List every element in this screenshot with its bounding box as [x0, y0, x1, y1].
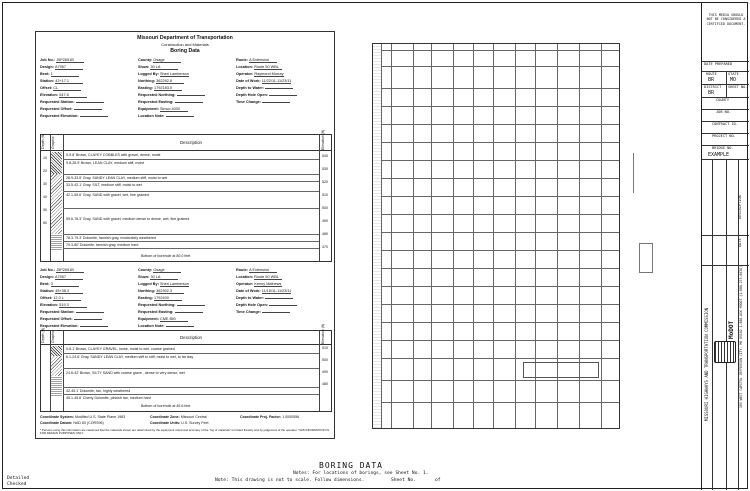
- b1-layer: 28.9-33.5' Gray, SANDY LEAN CLAY, medium stiff, moist to wet: [66, 176, 168, 180]
- b2-layer: 0-6.1' Brown, CLAYEY GRAVEL, loose, moist to wet, coarse grained: [66, 347, 175, 351]
- b2-bent: 3: [51, 282, 79, 287]
- sheet-note-2: Note: This drawing is not to scale. Follow dimensions.: [215, 478, 365, 483]
- boring1-fields: Job No.: J5P2651B Design: A7957 Bent: 1 Station: 42+17.1 Offset: CL Elevation: 547.6 Requested Station: Requested Offset: Requested Elevation: County: Osage Show: 30 LA Logged By: Sheri Lamberson Northing: 362292.8 Easting: 1792183.5 Requested Northing: Requested Easting: Equipment: Simco 4000 Location Note: Route: A Extension Location: Route 50 WBL Operator: Raymond Murray Date of Work: 11/22/11-11/23/11 Depth to Water: Depth Hole Open: Time Change:: [40, 58, 332, 138]
- b2-job: J5P2651B: [56, 268, 84, 273]
- drawing-sheet: [2, 2, 748, 489]
- commission-name: MISSOURI HIGHWAYS AND TRANSPORTATION COMMISSION: [704, 307, 709, 421]
- b2-design: A7957: [55, 275, 83, 280]
- b2-layer: 42-45.1' Dolomite, tan, highly weathered: [66, 389, 131, 393]
- title-block: THIS MEDIA SHOULD NOT BE CONSIDERED A CERTIFIED DOCUMENT. DATE PREPARED ROUTE STATE BR MO DISTRICT SHEET NO. BR COUNTY JOB NO. CONTRACT ID. PROJECT NO. BRIDGE NO. EXAMPLE DESCRIPTION DATE MoDOT MISSOURI HIGHWAYS AND TRANSPORTATION COMMISSION 105 WEST CAPITOL JEFFERSON CITY, MO 65102 1-888-ASK MODOT (1-888-275-6636): [701, 3, 749, 490]
- b2-layer: 24.6-42' Brown, SILTY SAND with coarse grave , dense to very dense, wet: [66, 371, 185, 375]
- b2-logged: Sheri Lamberson: [159, 282, 189, 286]
- commission-address: 105 WEST CAPITOL JEFFERSON CITY, MO 65102 1-888-ASK MODOT (1-888-275-6636): [739, 265, 743, 408]
- b1-equipment: Simco 4000: [160, 107, 188, 112]
- b2-date: 11/15/11-11/23/11: [261, 289, 292, 293]
- division-title: Construction and Materials: [161, 42, 209, 47]
- b2-northing: 362302.3: [156, 289, 184, 294]
- checked-label: Checked: [7, 482, 27, 487]
- b1-bottom: Bottom of borehole at 80.0 feet: [141, 254, 191, 258]
- b2-county: Osage: [153, 268, 181, 273]
- b2-elevation: 519.3: [59, 303, 87, 308]
- b1-station: 42+17.1: [55, 79, 83, 84]
- sheet-note-1: Notes: For locations of borings, see Sheet No. 1.: [293, 471, 429, 476]
- b1-layer: 59.6-78.3' Gray, SAND with gravel, medium dense to dense, wet, fine grained: [66, 217, 190, 221]
- doc-title: Boring Data: [170, 48, 200, 54]
- tb-bridge: EXAMPLE: [708, 152, 730, 158]
- b1-operator: Raymond Murray: [254, 72, 284, 76]
- disclaimer: * Persons using this information are cautioned that the materials shown are determined by the equipment noted and accuracy of the "log of materials" is limited thereby and by judgement of the operator. THIS INFORMATION IS FOR DESIGN PURPOSES ONLY.: [40, 428, 330, 436]
- sheet-no-label: Sheet No.: [391, 478, 416, 483]
- tb-state: MO: [730, 77, 737, 83]
- b1-county: Osage: [153, 58, 181, 63]
- b2-bottom: Bottom of borehole at 45.6 feet: [141, 404, 191, 408]
- b2-show: 30 LA: [150, 275, 178, 280]
- b2-easting: 1792400: [154, 296, 182, 301]
- b2-operator: Kenny Mathews: [254, 282, 282, 286]
- modot-logo-mark: [714, 341, 736, 363]
- b2-layer: 45.1-45.6' Cherty Dolomite, pinkish tan, medium hard: [66, 396, 151, 400]
- b2-offset: 12.0 L: [53, 296, 81, 301]
- b1-show: 30 LA: [150, 65, 178, 70]
- b1-bent: 1: [51, 72, 79, 77]
- boring2-log-table: Depth (ft) Graphic Description Elevation (ft) 510 500 490 480 0-6.1' Brown, CLAYEY GRAVEL, loose, moist to wet, coarse grained 6.1-24.6' Gray, SANDY LEAN CLAY, medium stiff to stiff, moist to wet, to fat clay 24.6-42' Brown, SILTY SAND with coarse grave , dense to very dense, wet 42-45.1' Dolomite, tan, highly weathered 45.1-45.6' Cherty Dolomite, pinkish tan, medium hard Bottom of borehole at 45.6 feet: [40, 330, 332, 412]
- sheet-title: BORING DATA: [319, 461, 383, 470]
- b1-job: J5P2651B: [56, 58, 84, 63]
- tb-district: BR: [708, 90, 715, 96]
- b2-route: A Extension: [249, 268, 277, 273]
- b1-elevation: 547.6: [59, 93, 87, 98]
- b1-route: A Extension: [249, 58, 277, 63]
- tb-route: BR: [708, 77, 715, 83]
- b1-layer: 78.3-79.3' Dolomite, tannish gray, moderately weathered: [66, 236, 156, 240]
- b1-layer: 79.3-80' Dolomite, tannish gray, medium hard: [66, 243, 139, 247]
- b2-layer: 6.1-24.6' Gray, SANDY LEAN CLAY, medium stiff to stiff, moist to wet, to fat clay: [66, 355, 194, 359]
- agency-title: Missouri Department of Transportation: [137, 35, 233, 41]
- b1-layer: 0-9.8' Brown, CLAYEY COBBLES with gravel, dense, moist: [66, 153, 161, 157]
- b1-layer: 42.1-59.6' Gray, SAND with gravel, wet, fine grained: [66, 193, 149, 197]
- cert-notice: THIS MEDIA SHOULD NOT BE CONSIDERED A CERTIFIED DOCUMENT.: [706, 13, 746, 26]
- boring2-fields: Job No.: J5P2651B Design: A7957 Bent: 3 Station: 45+38.3 Offset: 12.0 L Elevation: 519.3 Requested Station: Requested Offset: Requested Elevation: County: Osage Show: 30 LA Logged By: Sheri Lamberson Northing: 362302.3 Easting: 1792400 Requested Northing: Requested Easting: Equipment: CME 850 Location Note: Route: A Extension Location: Route 50 WBL Operator: Kenny Mathews Date of Work: 11/15/11-11/23/11 Depth to Water: Depth Hole Open: Time Change:: [40, 268, 332, 328]
- b1-offset: CL: [53, 86, 81, 91]
- detailed-label: Detailed: [7, 476, 30, 481]
- b1-date: 11/22/11-11/23/11: [261, 79, 292, 83]
- b1-logged: Sheri Lamberson: [159, 72, 189, 76]
- b2-equipment: CME 850: [160, 317, 188, 322]
- b1-easting: 1792183.5: [154, 86, 182, 91]
- b2-station: 45+38.3: [55, 289, 83, 294]
- b1-northing: 362292.8: [156, 79, 184, 84]
- b2-location: Route 50 WBL: [254, 275, 282, 280]
- sheet-of-label: of: [435, 478, 441, 483]
- boring1-log-table: Depth (ft) Graphic Description Elevation (ft) 10 20 30 40 50 60 540 530 520 510 500 490 480 470 0-9.8' Brown, CLAYEY COBBLES with gravel, dense, moist 9.8-28.9' Brown, LEAN CLAY, medium stiff, moist 28.9-33.5' Gray, SANDY LEAN CLAY, medium stiff, moist to wet 33.5-42.1' Gray, SILT, medium stiff, moist to wet 42.1-59.6' Gray, SAND with gravel, wet, fine grained 59.6-78.3' Gray, SAND with gravel, medium dense to dense, wet, fine grained 78.3-79.3' Dolomite, tannish gray, moderately weathered 79.3-80' Dolomite, tannish gray, medium hard Bottom of borehole at 80.0 feet: [40, 134, 332, 262]
- b1-location: Route 50 WBL: [254, 65, 282, 70]
- lab-data-sheet: [372, 43, 620, 429]
- b1-layer: 9.8-28.9' Brown, LEAN CLAY, medium stiff, moist: [66, 161, 144, 165]
- b1-design: A7957: [55, 65, 83, 70]
- modot-logo: MoDOT: [728, 320, 735, 339]
- coordinate-footer: Coordinate System: Modified U.S. State Plane 1983 Coordinate Zone: Missouri Central Coordinate Proj. Factor: 1.0000556 Coordinate Datum: NAD 83 (CORS96) Coordinate Units: U.S. Survey Feet * Persons using this information are cautioned that the materials shown are determined by the equipment noted and accuracy of the "log of materials" is limited thereby and by judgement of the operator. THIS INFORMATION IS FOR DESIGN PURPOSES ONLY.: [40, 416, 332, 438]
- boring-log-panel: [35, 31, 335, 439]
- b1-layer: 33.5-42.1' Gray, SILT, medium stiff, moist to wet: [66, 183, 142, 187]
